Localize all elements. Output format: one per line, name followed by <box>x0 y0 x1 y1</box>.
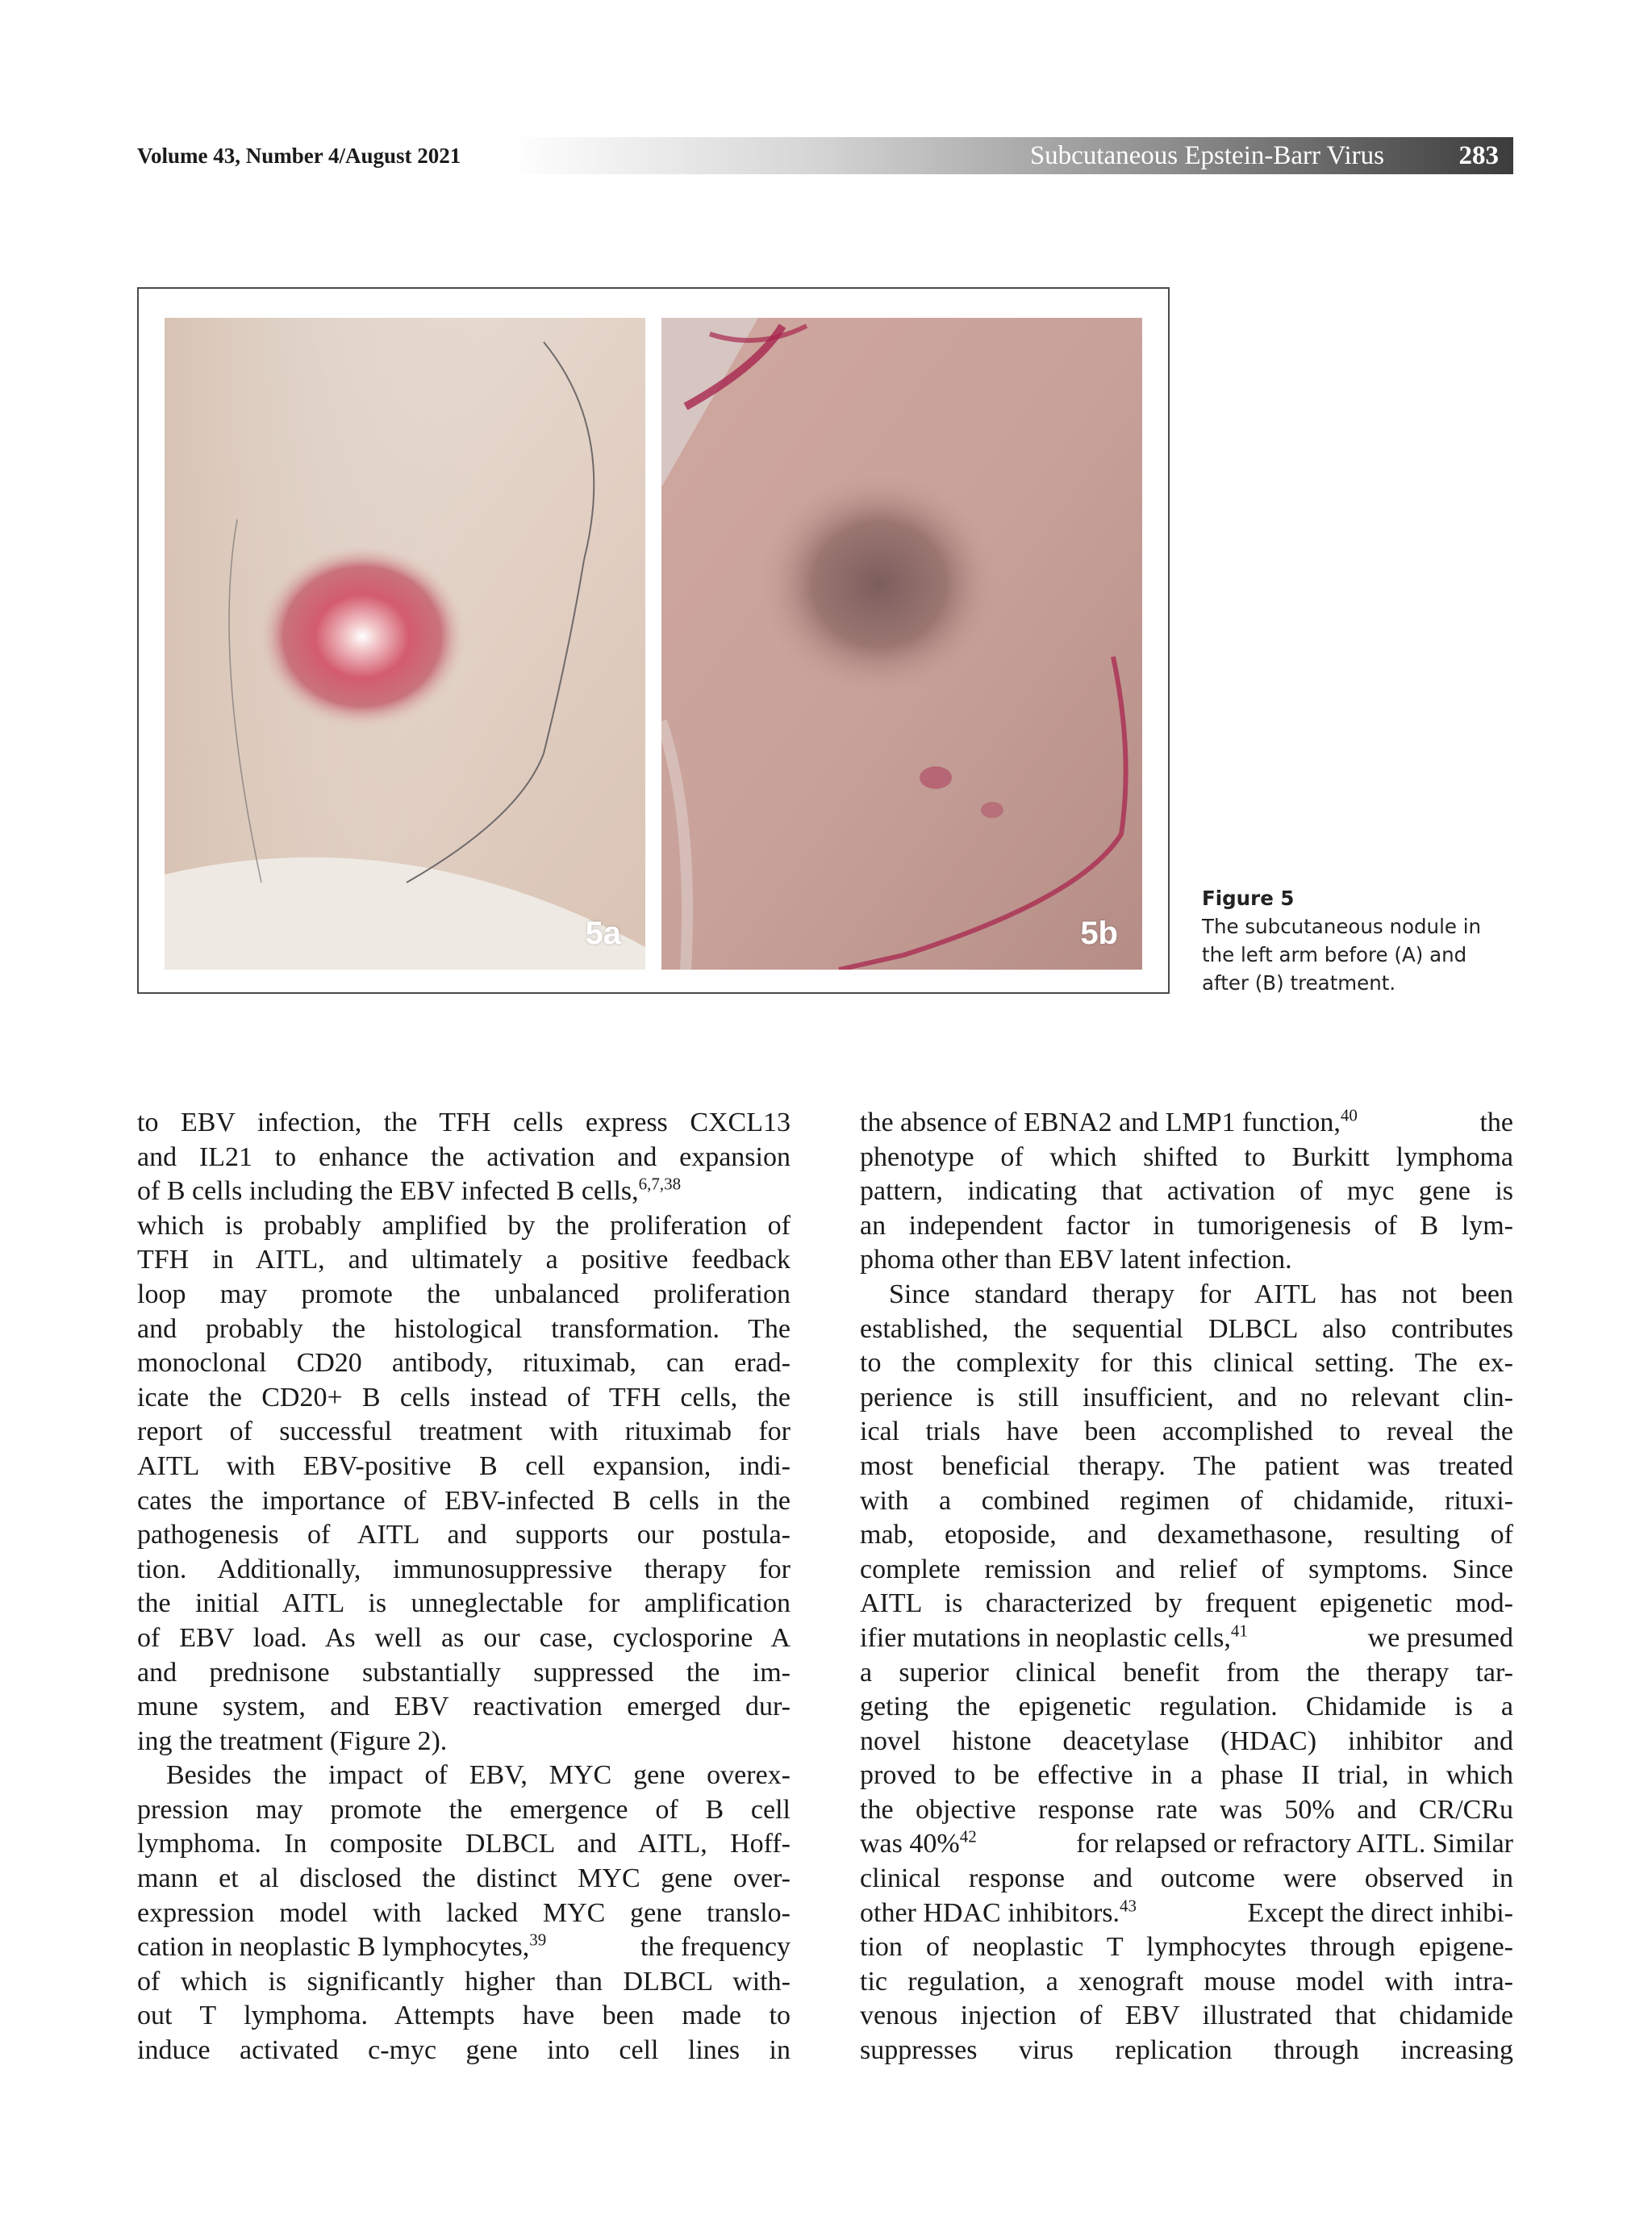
text-line: loop may promote the unbalanced proliferation <box>137 1279 791 1309</box>
text-line: induce activated c-myc gene into cell lines in <box>137 2035 791 2066</box>
figure-caption <box>1202 884 1525 997</box>
photo-after-treatment <box>661 318 1142 970</box>
text-line: other HDAC inhibitors.$^{43}$ Except the direct inhibi- <box>860 1896 1513 1928</box>
text-line: complete remission and relief of symptoms. Since <box>860 1554 1513 1584</box>
text-line: was 40%$^{42}$ for relapsed or refractory AITL. Similar <box>860 1827 1513 1859</box>
text-line: ifier mutations in neoplastic cells,$^{41}$ we presumed <box>860 1621 1513 1653</box>
text-line: the objective response rate was 50% and CR/CRu <box>860 1794 1513 1825</box>
text-line: mune system, and EBV reactivation emerged dur- <box>137 1692 791 1722</box>
text-line: novel histone deacetylase (HDAC) inhibitor and <box>860 1726 1513 1756</box>
text-line: established, the sequential DLBCL also contributes <box>860 1313 1513 1344</box>
arm-nodule-image <box>165 318 645 970</box>
text-line: out T lymphoma. Attempts have been made to <box>137 2001 791 2031</box>
left-column <box>137 1106 791 2068</box>
citation: 43 <box>1120 1896 1137 1916</box>
text-line: cates the importance of EBV-infected B cells in the <box>137 1485 791 1516</box>
text-line: phenotype of which shifted to Burkitt lymphoma <box>860 1141 1513 1172</box>
caption-line: after (B) treatment. <box>1202 971 1396 995</box>
panel-label-a: 5a <box>585 916 621 951</box>
caption-line: the left arm before (A) and <box>1202 943 1467 966</box>
text-line: phoma other than EBV latent infection. <box>860 1245 1292 1275</box>
paragraph <box>137 1759 791 2068</box>
text-line: expression model with lacked MYC gene translo- <box>137 1897 791 1928</box>
paragraph <box>860 1106 1513 1278</box>
text-line: Besides the impact of EBV, MYC gene overex- <box>166 1760 791 1791</box>
caption-title: Figure 5 <box>1202 887 1295 910</box>
text-line: monoclonal CD20 antibody, rituximab, can erad- <box>137 1348 791 1379</box>
text-line: the absence of EBNA2 and LMP1 function,$^{40}$ the <box>860 1106 1513 1137</box>
text-line: of EBV load. As well as our case, cyclosporine A <box>137 1622 791 1653</box>
paragraph <box>860 1278 1513 2068</box>
text-line: tion. Additionally, immunosuppressive therapy for <box>137 1554 791 1584</box>
text-line: the initial AITL is unneglectable for amplification <box>137 1588 791 1619</box>
citation: 41 <box>1230 1621 1248 1641</box>
photo-before-treatment <box>165 318 645 970</box>
page-number: 283 <box>1458 141 1499 170</box>
text-line: pathogenesis of AITL and supports our postula- <box>137 1520 791 1550</box>
text-line: a superior clinical benefit from the therapy tar- <box>860 1657 1513 1688</box>
text-line: perience is still insufficient, and no relevant clin- <box>860 1382 1513 1413</box>
text-line: AITL is characterized by frequent epigenetic mod- <box>860 1588 1513 1619</box>
citation: 6,7,38 <box>638 1175 682 1194</box>
text-line: geting the epigenetic regulation. Chidamide is a <box>860 1692 1513 1722</box>
text-line: and prednisone substantially suppressed the im- <box>137 1657 791 1688</box>
text-line: mab, etoposide, and dexamethasone, resulting of <box>860 1520 1513 1550</box>
text-line: tic regulation, a xenograft mouse model with intra- <box>860 1966 1513 1997</box>
figure-5 <box>137 287 1170 994</box>
text-line: pression may promote the emergence of B cell <box>137 1794 791 1825</box>
text-line: to EBV infection, the TFH cells express CXCL13 <box>137 1108 791 1137</box>
text-line: Since standard therapy for AITL has not been <box>889 1279 1513 1309</box>
text-line: AITL with EBV-positive B cell expansion, indi- <box>137 1450 791 1481</box>
panel-label-b: 5b <box>1080 916 1118 951</box>
citation: 39 <box>529 1930 547 1950</box>
text-line: proved to be effective in a phase II trial, in which <box>860 1760 1513 1791</box>
text-line: with a combined regimen of chidamide, rituxi- <box>860 1485 1513 1516</box>
running-header <box>137 137 1513 174</box>
text-line: most beneficial therapy. The patient was treated <box>860 1450 1513 1481</box>
paragraph <box>137 1106 791 1759</box>
text-line: cation in neoplastic B lymphocytes,$^{39}$ the frequency <box>137 1930 791 1963</box>
text-line: ing the treatment (Figure 2). <box>137 1726 448 1756</box>
text-line: TFH in AITL, and ultimately a positive feedback <box>137 1245 791 1275</box>
text-line: and probably the histological transformation. The <box>137 1313 791 1344</box>
right-column <box>860 1106 1513 2068</box>
text-line: pattern, indicating that activation of myc gene is <box>860 1176 1513 1207</box>
text-line: report of successful treatment with rituximab for <box>137 1417 791 1447</box>
text-line: icate the CD20+ B cells instead of TFH cells, the <box>137 1382 791 1413</box>
text-line: lymphoma. In composite DLBCL and AITL, Hoff- <box>137 1829 791 1859</box>
header-gradient-bar <box>508 137 1513 174</box>
text-line: to the complexity for this clinical setting. The ex- <box>860 1348 1513 1379</box>
text-line: mann et al disclosed the distinct MYC gene over- <box>137 1863 791 1894</box>
running-title: Subcutaneous Epstein-Barr Virus <box>1029 141 1384 170</box>
citation: 40 <box>1340 1106 1358 1125</box>
text-line: clinical response and outcome were observed in <box>860 1863 1513 1894</box>
journal-issue: Volume 43, Number 4/August 2021 <box>137 144 461 168</box>
text-line: an independent factor in tumorigenesis of B lym- <box>860 1210 1513 1241</box>
text-line: tion of neoplastic T lymphocytes through epigene- <box>860 1932 1513 1963</box>
text-line: suppresses virus replication through increasing <box>860 2035 1513 2066</box>
text-line: ical trials have been accomplished to reveal the <box>860 1417 1513 1447</box>
text-line: of B cells including the EBV infected B cells,$^{6,7,38}$ <box>137 1175 682 1207</box>
text-line: and IL21 to enhance the activation and expansion <box>137 1141 791 1172</box>
citation: 42 <box>959 1827 977 1847</box>
text-line: of which is significantly higher than DLBCL with- <box>137 1966 791 1997</box>
caption-line: The subcutaneous nodule in <box>1202 915 1482 938</box>
text-line: venous injection of EBV illustrated that chidamide <box>860 2001 1513 2031</box>
text-line: which is probably amplified by the proliferation of <box>137 1210 791 1241</box>
arm-healed-image <box>661 318 1142 970</box>
